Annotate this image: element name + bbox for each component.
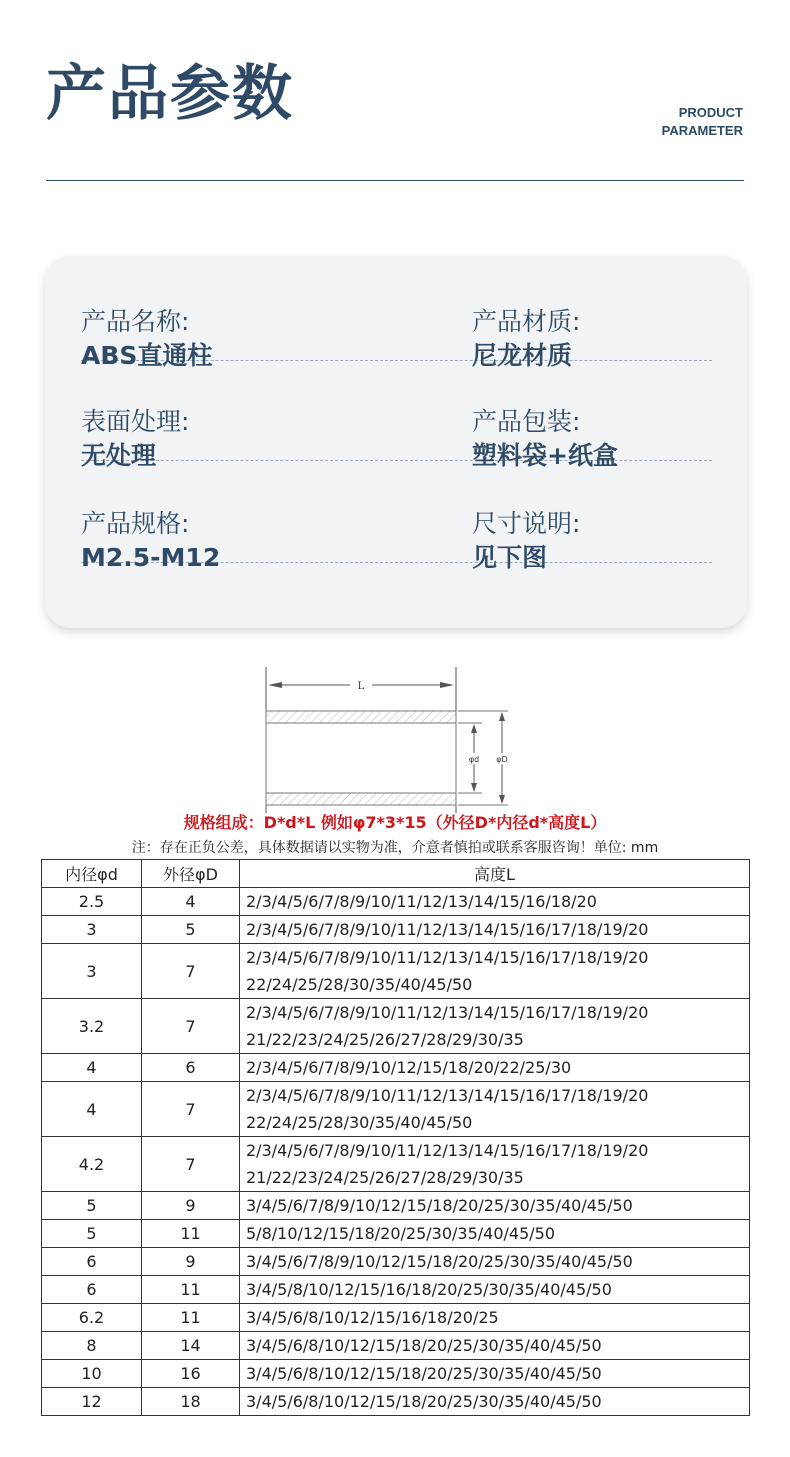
cell-height: 2/3/4/5/6/7/8/9/10/11/12/13/14/15/16/17/18/19/20 21/22/23/24/25/26/27/28/29/30/35 <box>240 1137 750 1192</box>
subtitle-line-2: PARAMETER <box>661 123 743 138</box>
cell-height: 2/3/4/5/6/7/8/9/10/12/15/18/20/22/25/30 <box>240 1054 750 1082</box>
cell-height: 3/4/5/6/8/10/12/15/18/20/25/30/35/40/45/50 <box>240 1332 750 1360</box>
label-outer-diameter: φD <box>496 755 508 764</box>
cell-inner-diameter: 8 <box>42 1332 142 1360</box>
cell-inner-diameter: 3 <box>42 916 142 944</box>
spec-formula: 规格组成：D*d*L 例如φ7*3*15（外径D*内径d*高度L） <box>183 813 607 832</box>
info-value: 尼龙材质 <box>472 341 573 370</box>
spec-table <box>41 859 750 1416</box>
cell-inner-diameter: 5 <box>42 1192 142 1220</box>
info-cell-material <box>472 260 580 372</box>
table-body <box>42 888 750 1416</box>
table-row <box>42 1360 750 1388</box>
cell-outer-diameter: 5 <box>142 916 240 944</box>
cell-outer-diameter: 7 <box>142 944 240 999</box>
info-value: 见下图 <box>472 543 548 572</box>
cell-inner-diameter: 3.2 <box>42 999 142 1054</box>
cell-outer-diameter: 11 <box>142 1220 240 1248</box>
cell-inner-diameter: 4.2 <box>42 1137 142 1192</box>
tolerance-note: 注：存在正负公差，具体数据请以实物为准，介意者慎拍或联系客服咨询！单位: mm <box>131 840 659 856</box>
cell-height: 5/8/10/12/15/18/20/25/30/35/40/45/50 <box>240 1220 750 1248</box>
cell-inner-diameter: 4 <box>42 1082 142 1137</box>
info-value: ABS直通柱 <box>81 341 213 370</box>
product-info-card <box>45 256 747 628</box>
table-row <box>42 1276 750 1304</box>
cell-inner-diameter: 6 <box>42 1248 142 1276</box>
page-title: 产品参数 <box>46 59 294 129</box>
cell-outer-diameter: 6 <box>142 1054 240 1082</box>
header-height: 高度L <box>240 860 750 888</box>
cell-inner-diameter: 10 <box>42 1360 142 1388</box>
info-label: 尺寸说明: <box>472 509 581 538</box>
header-inner-diameter: 内径φd <box>42 860 142 888</box>
table-row <box>42 916 750 944</box>
cell-height: 3/4/5/6/8/10/12/15/16/18/20/25 <box>240 1304 750 1332</box>
label-length: L <box>357 681 365 692</box>
cell-outer-diameter: 11 <box>142 1276 240 1304</box>
cell-inner-diameter: 5 <box>42 1220 142 1248</box>
info-row <box>81 462 712 572</box>
info-label: 产品名称: <box>81 307 190 336</box>
info-cell-surface <box>81 360 189 472</box>
cell-outer-diameter: 9 <box>142 1248 240 1276</box>
cell-outer-diameter: 11 <box>142 1304 240 1332</box>
table-row <box>42 1082 750 1137</box>
cell-outer-diameter: 7 <box>142 1137 240 1192</box>
cell-height: 2/3/4/5/6/7/8/9/10/11/12/13/14/15/16/18/20 <box>240 888 750 916</box>
table-row <box>42 888 750 916</box>
cell-outer-diameter: 16 <box>142 1360 240 1388</box>
cell-inner-diameter: 4 <box>42 1054 142 1082</box>
cell-inner-diameter: 6.2 <box>42 1304 142 1332</box>
cell-outer-diameter: 9 <box>142 1192 240 1220</box>
cell-inner-diameter: 2.5 <box>42 888 142 916</box>
cell-outer-diameter: 18 <box>142 1388 240 1416</box>
header-divider <box>46 180 744 181</box>
info-cell-spec <box>81 462 220 574</box>
table-row <box>42 944 750 999</box>
table-row <box>42 1388 750 1416</box>
table-header-row <box>42 860 750 888</box>
page-subtitle-en <box>662 104 743 140</box>
cell-outer-diameter: 7 <box>142 999 240 1054</box>
info-cell-size <box>472 462 580 574</box>
table-row <box>42 999 750 1054</box>
cell-height: 3/4/5/6/7/8/9/10/12/15/18/20/25/30/35/40/45/50 <box>240 1192 750 1220</box>
table-row <box>42 1220 750 1248</box>
cell-height: 3/4/5/6/8/10/12/15/18/20/25/30/35/40/45/50 <box>240 1388 750 1416</box>
table-row <box>42 1304 750 1332</box>
info-value: 塑料袋+纸盒 <box>472 441 618 470</box>
cell-height: 3/4/5/6/8/10/12/15/18/20/25/30/35/40/45/50 <box>240 1360 750 1388</box>
info-cell-name <box>81 260 212 372</box>
info-label: 表面处理: <box>81 407 190 436</box>
label-inner-diameter: φd <box>468 755 480 764</box>
info-row <box>81 260 712 370</box>
cell-inner-diameter: 12 <box>42 1388 142 1416</box>
info-cell-packaging <box>472 360 618 472</box>
table-row <box>42 1137 750 1192</box>
cell-height: 2/3/4/5/6/7/8/9/10/11/12/13/14/15/16/17/18/19/20 22/24/25/28/30/35/40/45/50 <box>240 1082 750 1137</box>
info-value: M2.5-M12 <box>81 543 221 572</box>
table-row <box>42 1332 750 1360</box>
table-row <box>42 1248 750 1276</box>
info-row <box>81 360 712 470</box>
cell-height: 3/4/5/6/7/8/9/10/12/15/18/20/25/30/35/40/45/50 <box>240 1248 750 1276</box>
table-row <box>42 1054 750 1082</box>
cell-height: 2/3/4/5/6/7/8/9/10/11/12/13/14/15/16/17/18/19/20 21/22/23/24/25/26/27/28/29/30/35 <box>240 999 750 1054</box>
cell-inner-diameter: 6 <box>42 1276 142 1304</box>
subtitle-line-1: PRODUCT <box>678 105 743 120</box>
cell-height: 2/3/4/5/6/7/8/9/10/11/12/13/14/15/16/17/18/19/20 <box>240 916 750 944</box>
cell-inner-diameter: 3 <box>42 944 142 999</box>
info-value: 无处理 <box>81 441 157 470</box>
info-label: 产品包装: <box>472 407 581 436</box>
cell-height: 3/4/5/8/10/12/15/16/18/20/25/30/35/40/45/50 <box>240 1276 750 1304</box>
header-outer-diameter: 外径φD <box>142 860 240 888</box>
info-label: 产品规格: <box>81 509 190 538</box>
table-row <box>42 1192 750 1220</box>
dimension-diagram <box>260 663 520 813</box>
cell-outer-diameter: 14 <box>142 1332 240 1360</box>
info-label: 产品材质: <box>472 307 581 336</box>
cell-height: 2/3/4/5/6/7/8/9/10/11/12/13/14/15/16/17/18/19/20 22/24/25/28/30/35/40/45/50 <box>240 944 750 999</box>
cell-outer-diameter: 4 <box>142 888 240 916</box>
cell-outer-diameter: 7 <box>142 1082 240 1137</box>
